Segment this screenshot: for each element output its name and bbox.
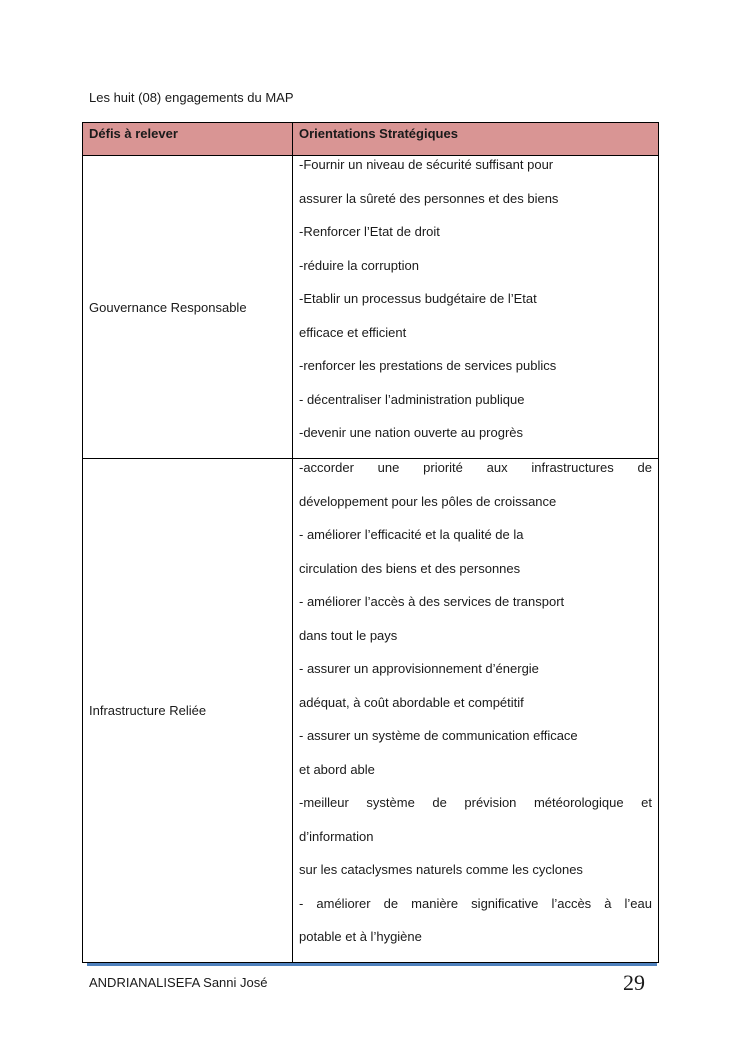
table-row (83, 459, 659, 963)
footer-divider (87, 963, 657, 966)
orientation-line: potable et à l’hygiène (299, 929, 422, 944)
table-header-row (83, 123, 659, 156)
header-challenges: Défis à relever (83, 123, 293, 156)
engagements-table (82, 122, 659, 963)
table-row (83, 156, 659, 459)
orientation-line: - assurer un approvisionnement d’énergie (299, 661, 539, 676)
orientation-line: d’information (299, 828, 374, 844)
challenge-cell: Gouvernance Responsable (83, 156, 293, 459)
orientation-line: -Etablir un processus budgétaire de l’Etat (299, 291, 537, 306)
header-orientations: Orientations Stratégiques (293, 123, 659, 156)
orientation-line: assurer la sûreté des personnes et des biens (299, 190, 559, 206)
orientation-line: - améliorer l’efficacité et la qualité de la (299, 527, 524, 542)
orientation-line: sur les cataclysmes naturels comme les cyclones (299, 862, 583, 877)
orientation-line: -renforcer les prestations de services publics (299, 358, 557, 373)
orientation-line: -devenir une nation ouverte au progrès (299, 425, 524, 440)
orientation-line: -accorder une priorité aux infrastructures de (299, 460, 652, 475)
footer-author: ANDRIANALISEFA Sanni José (89, 975, 268, 990)
orientation-line: adéquat, à coût abordable et compétitif (299, 694, 524, 710)
orientation-line: développement pour les pôles de croissance (299, 493, 557, 509)
table-caption: Les huit (08) engagements du MAP (89, 90, 294, 105)
orientation-line: efficace et efficient (299, 324, 407, 340)
orientations-cell (293, 156, 659, 459)
orientation-line: dans tout le pays (299, 627, 398, 643)
page-number: 29 (623, 970, 645, 995)
orientation-line: et abord able (299, 761, 375, 777)
orientation-line: -meilleur système de prévision météorologique et (299, 795, 652, 810)
orientation-line: circulation des biens et des personnes (299, 560, 521, 576)
orientation-line: - améliorer de manière significative l’accès à l’eau (299, 895, 652, 911)
orientation-line: - assurer un système de communication efficace (299, 728, 578, 743)
orientation-line: - améliorer l’accès à des services de transport (299, 594, 565, 609)
challenge-cell: Infrastructure Reliée (83, 459, 293, 963)
orientation-line: -réduire la corruption (299, 257, 419, 273)
orientations-cell (293, 459, 659, 963)
orientation-line: -Renforcer l’Etat de droit (299, 224, 440, 239)
orientation-line: -Fournir un niveau de sécurité suffisant pour (299, 157, 554, 172)
orientation-line: - décentraliser l’administration publique (299, 391, 525, 407)
